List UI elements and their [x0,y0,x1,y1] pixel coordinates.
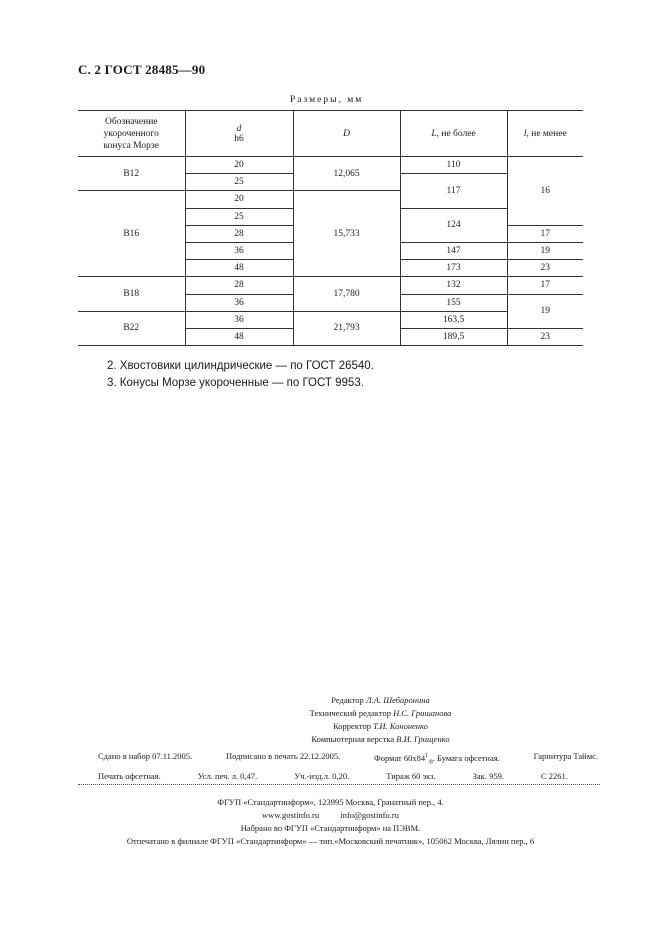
designation-cell: B18 [78,277,185,311]
d-cell: 48 [185,328,293,345]
credits-block [0,694,661,746]
publication-info [98,750,598,783]
L-cell: 163,5 [400,311,507,328]
page-header-title: С. 2 ГОСТ 28485—90 [78,62,206,77]
l-cell: 19 [507,294,583,328]
l-cell: 19 [507,242,583,259]
header-l: l, не менее [507,111,583,157]
designation-cell: B22 [78,311,185,345]
note-item: 3. Конусы Морзе укороченные — по ГОСТ 9953. [107,377,364,389]
dimensions-table [78,110,583,346]
designation-cell: B12 [78,157,185,191]
d-cell: 36 [185,242,293,259]
d-cell: 20 [185,191,293,208]
designation-cell: B16 [78,191,185,277]
typeset-info: Набрано во ФГУП «Стандартинформ» на ПЭВМ. [240,823,421,833]
d-cell: 36 [185,294,293,311]
publisher-email: info@gostinfo.ru [340,810,399,820]
d-cell: 25 [185,208,293,225]
l-cell: 23 [507,260,583,277]
l-cell: 16 [507,157,583,226]
d-cell: 28 [185,225,293,242]
publication-row-1: Сдано в набор 07.11.2005. Подписано в печать 22.12.2005. Формат $60x84^1_{/8}$. Бумага офсетная. Гарнитура Таймс. [98,751,598,766]
table-row [78,277,583,294]
notes [107,358,374,392]
note-item: 2. Хвостовики цилиндрические — по ГОСТ 26540. [107,360,374,372]
credit-tech-editor: Технический редактор Н.С. Гришанова [309,708,452,718]
L-cell: 189,5 [400,328,507,345]
dotted-divider [78,784,600,785]
d-cell: 25 [185,174,293,191]
publisher-contacts [0,809,661,822]
table-caption: Размеры, мм [290,95,364,105]
D-cell: 12,065 [293,157,400,191]
L-cell: 147 [400,242,507,259]
header-L: L, не более [400,111,507,157]
L-cell: 124 [400,208,507,242]
D-cell: 15,733 [293,191,400,277]
L-cell: 173 [400,260,507,277]
l-cell: 17 [507,225,583,242]
L-cell: 132 [400,277,507,294]
D-cell: 17,780 [293,277,400,311]
D-cell: 21,793 [293,311,400,345]
l-cell: 17 [507,277,583,294]
header-d: d h6 [185,111,293,157]
l-cell: 23 [507,328,583,345]
d-cell: 48 [185,260,293,277]
publisher-address: ФГУП «Стандартинформ», 123995 Москва, Гранатный пер., 4. [217,797,444,807]
credit-editor: Редактор Л.А. Шебаронина [331,695,430,705]
table-row [78,157,583,174]
publisher-block [0,796,661,848]
credit-corrector: Корректор Т.И. Кононенко [333,721,428,731]
d-cell: 36 [185,311,293,328]
credit-layout: Компьютерная верстка В.И. Грищенко [311,734,450,744]
publisher-website: www.gostinfo.ru [262,810,320,820]
printed-at-info: Отпечатано в филиале ФГУП «Стандартинформ» — тип.«Московский печатник», 105062 Москва, Лялин пер., 6 [126,836,535,846]
L-cell: 155 [400,294,507,311]
d-cell: 20 [185,157,293,174]
header-designation: Обозначение укороченного конуса Морзе [78,111,185,157]
publication-row-2: Печать офсетная. Усл. печ. л. 0,47. Уч.-изд.л. 0,20. Тираж 60 экз. Зак. 959. С 2261. [98,770,568,781]
d-cell: 28 [185,277,293,294]
header-D: D [293,111,400,157]
L-cell: 117 [400,174,507,208]
L-cell: 110 [400,157,507,174]
